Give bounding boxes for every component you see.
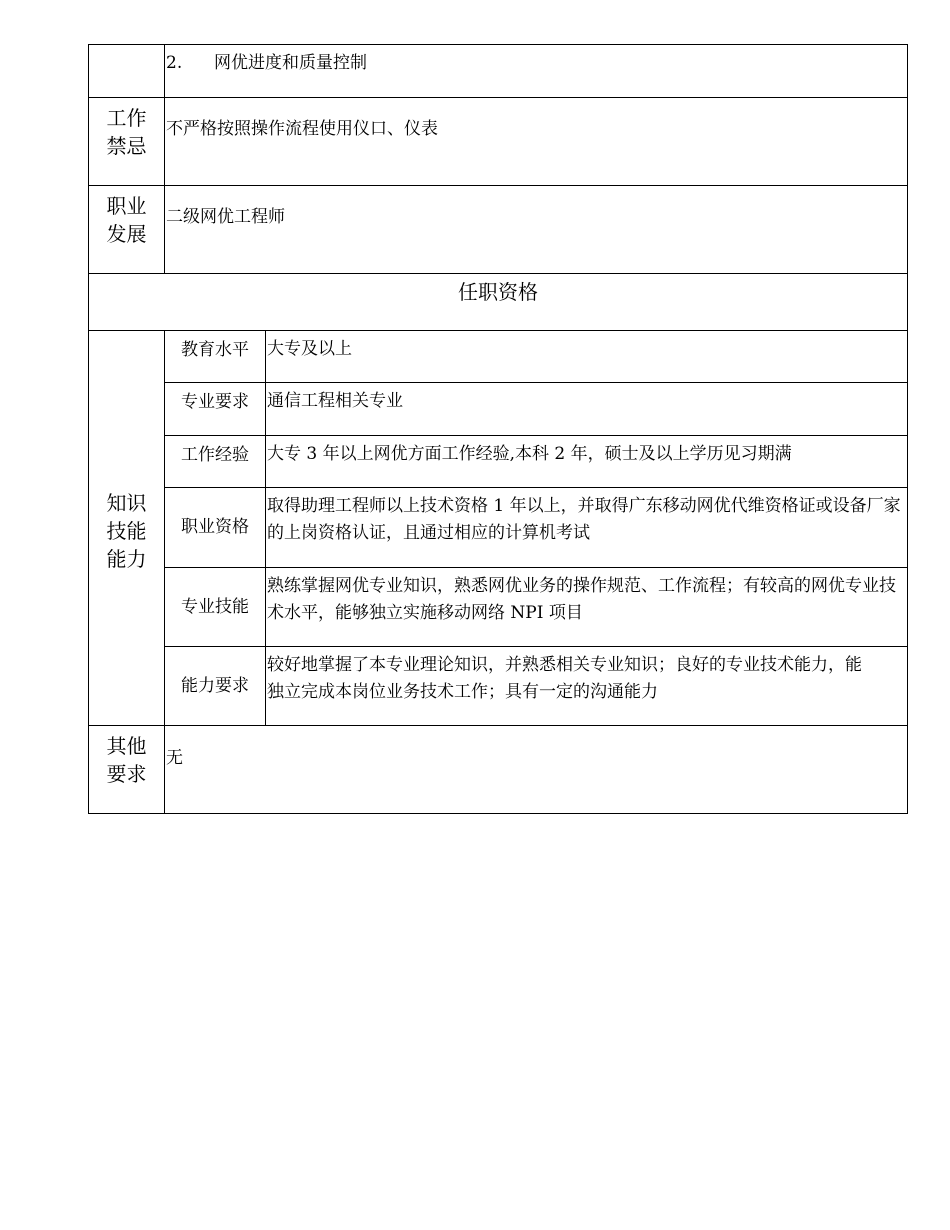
career-label	[89, 186, 165, 274]
knowledge-label	[89, 331, 165, 726]
table-row-taboo	[89, 98, 908, 186]
taboo-text: 不严格按照操作流程使用仪口、仪表	[165, 98, 908, 186]
knowledge-label-line2: 技能	[106, 519, 147, 543]
major-text: 通信工程相关专业	[266, 383, 908, 436]
table-row-experience	[89, 436, 908, 488]
major-label: 专业要求	[165, 383, 266, 436]
progress-text: 网优进度和质量控制	[214, 53, 367, 73]
table-row-major	[89, 383, 908, 436]
education-text: 大专及以上	[266, 331, 908, 383]
qualification-section-title: 任职资格	[89, 274, 908, 331]
career-label-line2: 发展	[106, 222, 147, 246]
ability-text: 较好地掌握了本专业理论知识，并熟悉相关专业知识；良好的专业技术能力，能独立完成本岗位业务技术工作；具有一定的沟通能力	[266, 647, 908, 726]
experience-text: 大专 3 年以上网优方面工作经验,本科 2 年，硕士及以上学历见习期满	[266, 436, 908, 488]
table-row-other	[89, 726, 908, 814]
progress-cell	[165, 45, 908, 98]
certification-text: 取得助理工程师以上技术资格 1 年以上，并取得广东移动网优代维资格证或设备厂家的上岗资格认证，且通过相应的计算机考试	[266, 488, 908, 568]
experience-label: 工作经验	[165, 436, 266, 488]
career-label-line1: 职业	[106, 194, 147, 218]
job-description-table	[88, 44, 908, 814]
table-row-education	[89, 331, 908, 383]
table-row-section-title	[89, 274, 908, 331]
education-label: 教育水平	[165, 331, 266, 383]
table-row-career	[89, 186, 908, 274]
other-text: 无	[165, 726, 908, 814]
table-row-ability	[89, 647, 908, 726]
taboo-label-line1: 工作	[106, 106, 147, 130]
knowledge-label-line1: 知识	[106, 491, 147, 515]
other-label	[89, 726, 165, 814]
other-label-line2: 要求	[106, 762, 147, 786]
table-row-skills	[89, 568, 908, 647]
skills-label: 专业技能	[165, 568, 266, 647]
taboo-label-line2: 禁忌	[106, 134, 147, 158]
skills-text: 熟练掌握网优专业知识，熟悉网优业务的操作规范、工作流程；有较高的网优专业技术水平，能够独立实施移动网络 NPI 项目	[266, 568, 908, 647]
career-text: 二级网优工程师	[165, 186, 908, 274]
table-row-progress	[89, 45, 908, 98]
empty-label-cell	[89, 45, 165, 98]
taboo-label	[89, 98, 165, 186]
other-label-line1: 其他	[106, 734, 147, 758]
certification-label: 职业资格	[165, 488, 266, 568]
table-row-certification	[89, 488, 908, 568]
knowledge-label-line3: 能力	[106, 547, 147, 571]
list-number: 2.	[166, 53, 183, 73]
ability-label: 能力要求	[165, 647, 266, 726]
